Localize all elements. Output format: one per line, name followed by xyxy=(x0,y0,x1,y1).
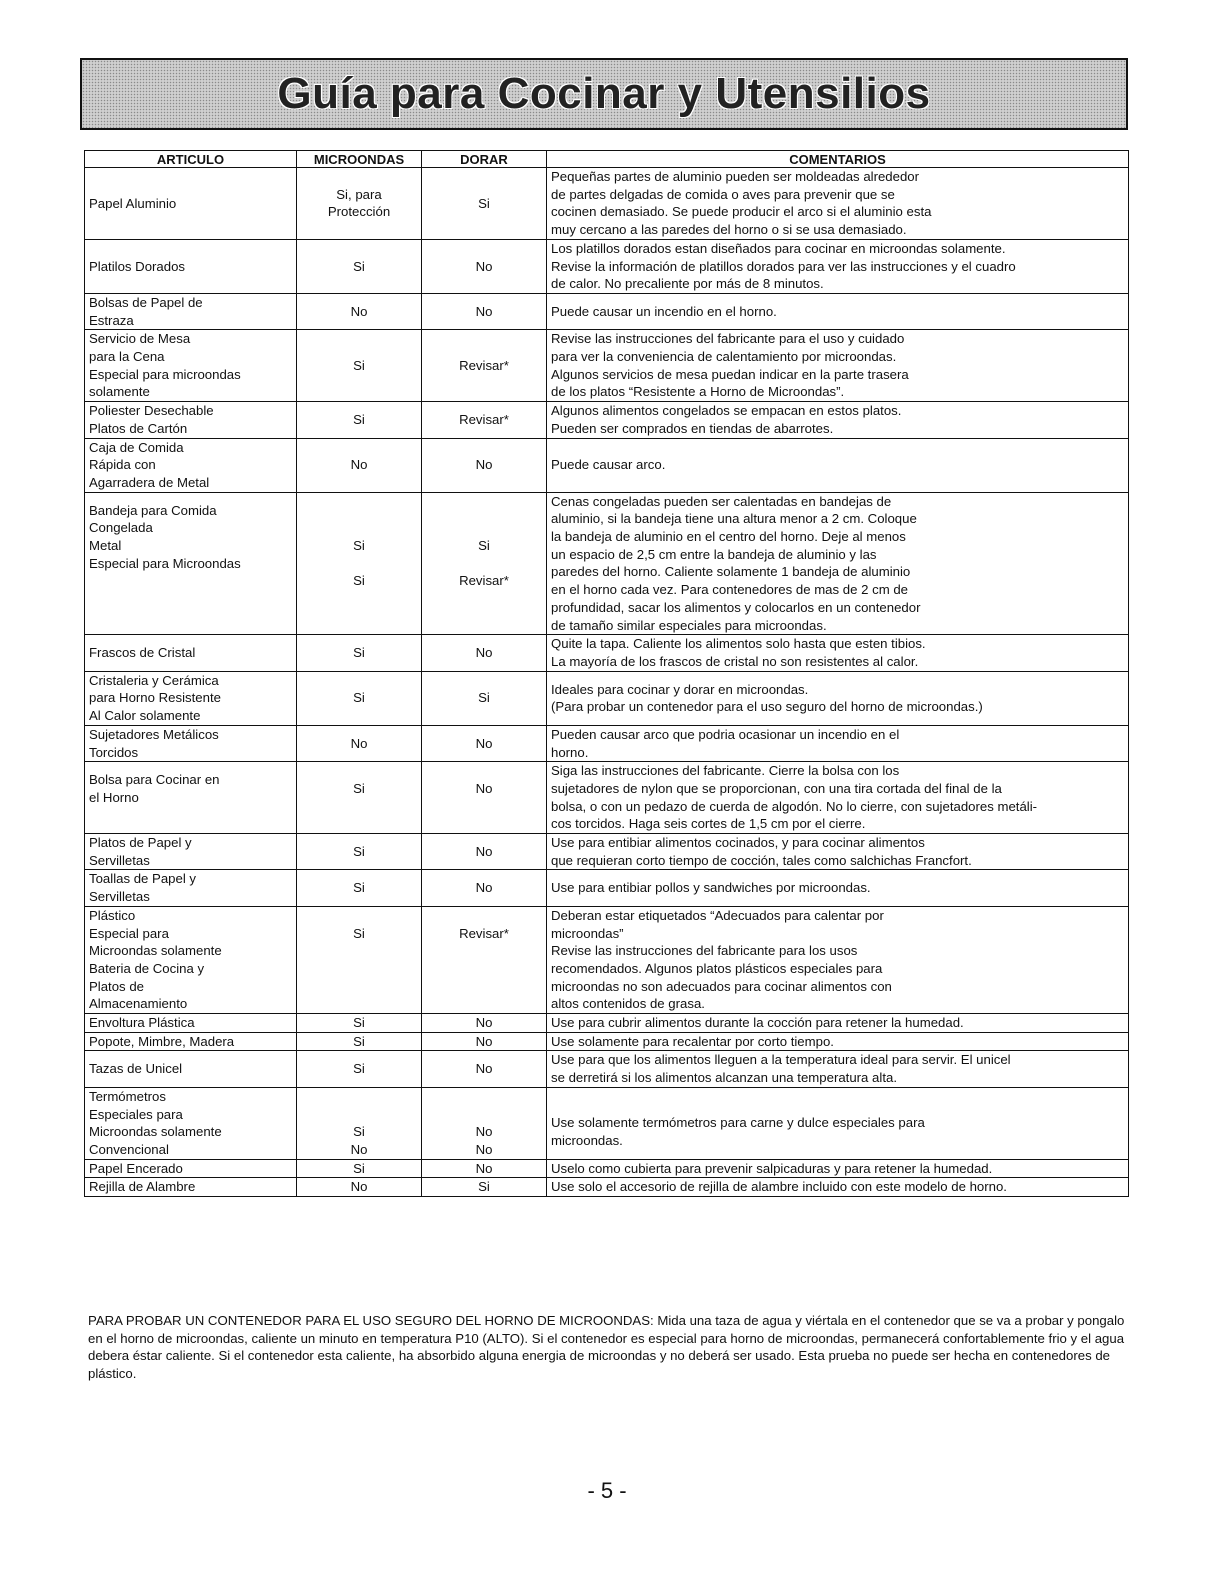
articulo-cell: Plástico Especial para Microondas solamente Bateria de Cocina y Platos de Almacenamiento xyxy=(85,906,297,1013)
articulo-cell: Envoltura Plástica xyxy=(85,1014,297,1033)
microondas-cell: Si xyxy=(297,1159,422,1178)
table-row xyxy=(85,168,1129,240)
microondas-cell: Si xyxy=(297,239,422,293)
dorar-cell: Revisar* xyxy=(422,330,547,402)
comentarios-cell: Use para que los alimentos lleguen a la temperatura ideal para servir. El unicel se derretirá si los alimentos alcanzan una temperatura alta. xyxy=(547,1051,1129,1087)
comentarios-cell: Use para entibiar pollos y sandwiches por microondas. xyxy=(547,870,1129,906)
dorar-cell: No xyxy=(422,725,547,761)
comentarios-cell: Revise las instrucciones del fabricante para el uso y cuidado para ver la conveniencia de calentamiento por microondas. Algunos servicios de mesa puedan indicar en la parte trasera de los platos “Resistente a Horno de Microondas”. xyxy=(547,330,1129,402)
cooking-utensils-table xyxy=(84,150,1129,1197)
dorar-cell: Si xyxy=(422,168,547,240)
microondas-cell: Si xyxy=(297,1032,422,1051)
table-row xyxy=(85,438,1129,492)
table-row xyxy=(85,1032,1129,1051)
comentarios-cell: Quite la tapa. Caliente los alimentos solo hasta que esten tibios. La mayoría de los frascos de cristal no son resistentes al calor. xyxy=(547,635,1129,671)
microondas-cell: No xyxy=(297,725,422,761)
comentarios-cell: Siga las instrucciones del fabricante. Cierre la bolsa con los sujetadores de nylon que se proporcionan, con una tira cortada del final de la bolsa, o con un pedazo de cuerda de algodón. No lo cierre, con sujetadores metáli- cos torcidos. Haga seis cortes de 1,5 cm por el cierre. xyxy=(547,762,1129,834)
header-comentarios: COMENTARIOS xyxy=(547,151,1129,168)
articulo-cell: Bolsa para Cocinar en el Horno xyxy=(85,762,297,834)
comentarios-cell: Use solo el accesorio de rejilla de alambre incluido con este modelo de horno. xyxy=(547,1178,1129,1197)
table-row xyxy=(85,635,1129,671)
comentarios-cell: Use para entibiar alimentos cocinados, y para cocinar alimentos que requieran corto tiempo de cocción, tales como salchichas Francfort. xyxy=(547,834,1129,870)
page-title: Guía para Cocinar y Utensilios xyxy=(277,69,931,118)
table-header-row xyxy=(85,151,1129,168)
microondas-cell: Si xyxy=(297,906,422,1013)
articulo-cell: Platos de Papel y Servilletas xyxy=(85,834,297,870)
microondas-cell: Si Si xyxy=(297,492,422,635)
dorar-cell: No xyxy=(422,293,547,329)
microondas-cell: Si xyxy=(297,635,422,671)
microondas-cell: No xyxy=(297,1178,422,1197)
articulo-cell: Papel Aluminio xyxy=(85,168,297,240)
microondas-cell: No xyxy=(297,293,422,329)
dorar-cell: Revisar* xyxy=(422,402,547,438)
microondas-cell: No xyxy=(297,438,422,492)
table-row xyxy=(85,492,1129,635)
dorar-cell: No xyxy=(422,239,547,293)
articulo-cell: Rejilla de Alambre xyxy=(85,1178,297,1197)
table-row xyxy=(85,402,1129,438)
microondas-cell: Si xyxy=(297,671,422,725)
articulo-cell: Bolsas de Papel de Estraza xyxy=(85,293,297,329)
dorar-cell: No xyxy=(422,1159,547,1178)
articulo-cell: Poliester Desechable Platos de Cartón xyxy=(85,402,297,438)
comentarios-cell: Use solamente termómetros para carne y dulce especiales para microondas. xyxy=(547,1087,1129,1159)
microondas-cell: Si xyxy=(297,402,422,438)
table-row xyxy=(85,239,1129,293)
articulo-cell: Termómetros Especiales para Microondas solamente Convencional xyxy=(85,1087,297,1159)
table-row xyxy=(85,762,1129,834)
dorar-cell: No xyxy=(422,1032,547,1051)
articulo-cell: Cristaleria y Cerámica para Horno Resistente Al Calor solamente xyxy=(85,671,297,725)
articulo-cell: Toallas de Papel y Servilletas xyxy=(85,870,297,906)
comentarios-cell: Deberan estar etiquetados “Adecuados para calentar por microondas” Revise las instrucciones del fabricante para los usos recomendados. Algunos platos plásticos especiales para microondas no son adecuados para cocinar alimentos con altos contenidos de grasa. xyxy=(547,906,1129,1013)
dorar-cell: Revisar* xyxy=(422,906,547,1013)
comentarios-cell: Los platillos dorados estan diseñados para cocinar en microondas solamente. Revise la información de platillos dorados para ver las instrucciones y el cuadro de calor. No precaliente por más de 8 minutos. xyxy=(547,239,1129,293)
table-row xyxy=(85,293,1129,329)
table-row xyxy=(85,1014,1129,1033)
table-row xyxy=(85,906,1129,1013)
header-dorar: DORAR xyxy=(422,151,547,168)
dorar-cell: No xyxy=(422,635,547,671)
dorar-cell: No xyxy=(422,1014,547,1033)
articulo-cell: Sujetadores Metálicos Torcidos xyxy=(85,725,297,761)
comentarios-cell: Cenas congeladas pueden ser calentadas en bandejas de aluminio, si la bandeja tiene una altura menor a 2 cm. Coloque la bandeja de aluminio en el centro del horno. Deje al menos un espacio de 2,5 cm entre la bandeja de aluminio y las paredes del horno. Caliente solamente 1 bandeja de aluminio en el horno cada vez. Para contenedores de mas de 2 cm de profundidad, sacar los alimentos y colocarlos en un contenedor de tamaño similar especiales para microondas. xyxy=(547,492,1129,635)
dorar-cell: Si Revisar* xyxy=(422,492,547,635)
articulo-cell: Papel Encerado xyxy=(85,1159,297,1178)
articulo-cell: Frascos de Cristal xyxy=(85,635,297,671)
comentarios-cell: Puede causar un incendio en el horno. xyxy=(547,293,1129,329)
comentarios-cell: Ideales para cocinar y dorar en microondas. (Para probar un contenedor para el uso seguro del horno de microondas.) xyxy=(547,671,1129,725)
dorar-cell: Si xyxy=(422,671,547,725)
comentarios-cell: Use solamente para recalentar por corto tiempo. xyxy=(547,1032,1129,1051)
dorar-cell: No xyxy=(422,1051,547,1087)
comentarios-cell: Algunos alimentos congelados se empacan en estos platos. Pueden ser comprados en tiendas de abarrotes. xyxy=(547,402,1129,438)
dorar-cell: No xyxy=(422,762,547,834)
table-row xyxy=(85,725,1129,761)
microondas-cell: Si, para Protección xyxy=(297,168,422,240)
articulo-cell: Caja de Comida Rápida con Agarradera de Metal xyxy=(85,438,297,492)
comentarios-cell: Pequeñas partes de aluminio pueden ser moldeadas alrededor de partes delgadas de comida o aves para prevenir que se cocinen demasiado. Se puede producir el arco si el aluminio esta muy cercano a las paredes del horno o si se usa demasiado. xyxy=(547,168,1129,240)
articulo-cell: Servicio de Mesa para la Cena Especial para microondas solamente xyxy=(85,330,297,402)
dorar-cell: Si xyxy=(422,1178,547,1197)
container-test-note: PARA PROBAR UN CONTENEDOR PARA EL USO SEGURO DEL HORNO DE MICROONDAS: Mida una taza de agua y viértala en el contenedor que se va a probar y pongalo en el horno de microondas, caliente un minuto en temperatura P10 (ALTO). Si el contenedor es especial para horno de microondas, permanecerá confortablemente frio y el agua debera éstar caliente. Si el contenedor esta caliente, ha absorbido alguna energia de microondas y no deberá ser usado. Esta prueba no puede ser hecha en contenedores de plástico. xyxy=(88,1313,1125,1381)
comentarios-cell: Use para cubrir alimentos durante la cocción para retener la humedad. xyxy=(547,1014,1129,1033)
microondas-cell: Si No xyxy=(297,1087,422,1159)
microondas-cell: Si xyxy=(297,834,422,870)
comentarios-cell: Uselo como cubierta para prevenir salpicaduras y para retener la humedad. xyxy=(547,1159,1129,1178)
page-number: - 5 - xyxy=(587,1478,627,1503)
table-row xyxy=(85,834,1129,870)
comentarios-cell: Pueden causar arco que podria ocasionar un incendio en el horno. xyxy=(547,725,1129,761)
microondas-cell: Si xyxy=(297,330,422,402)
table-row xyxy=(85,1087,1129,1159)
header-articulo: ARTICULO xyxy=(85,151,297,168)
table-row xyxy=(85,1178,1129,1197)
header-microondas: MICROONDAS xyxy=(297,151,422,168)
title-banner xyxy=(80,58,1128,130)
microondas-cell: Si xyxy=(297,1014,422,1033)
articulo-cell: Tazas de Unicel xyxy=(85,1051,297,1087)
dorar-cell: No xyxy=(422,834,547,870)
table-row xyxy=(85,330,1129,402)
articulo-cell: Popote, Mimbre, Madera xyxy=(85,1032,297,1051)
microondas-cell: Si xyxy=(297,870,422,906)
articulo-cell: Platilos Dorados xyxy=(85,239,297,293)
table-row xyxy=(85,1051,1129,1087)
dorar-cell: No xyxy=(422,438,547,492)
dorar-cell: No No xyxy=(422,1087,547,1159)
table-row xyxy=(85,1159,1129,1178)
table-row xyxy=(85,870,1129,906)
microondas-cell: Si xyxy=(297,1051,422,1087)
table-row xyxy=(85,671,1129,725)
articulo-cell: Bandeja para Comida Congelada Metal Especial para Microondas xyxy=(85,492,297,635)
comentarios-cell: Puede causar arco. xyxy=(547,438,1129,492)
microondas-cell: Si xyxy=(297,762,422,834)
dorar-cell: No xyxy=(422,870,547,906)
